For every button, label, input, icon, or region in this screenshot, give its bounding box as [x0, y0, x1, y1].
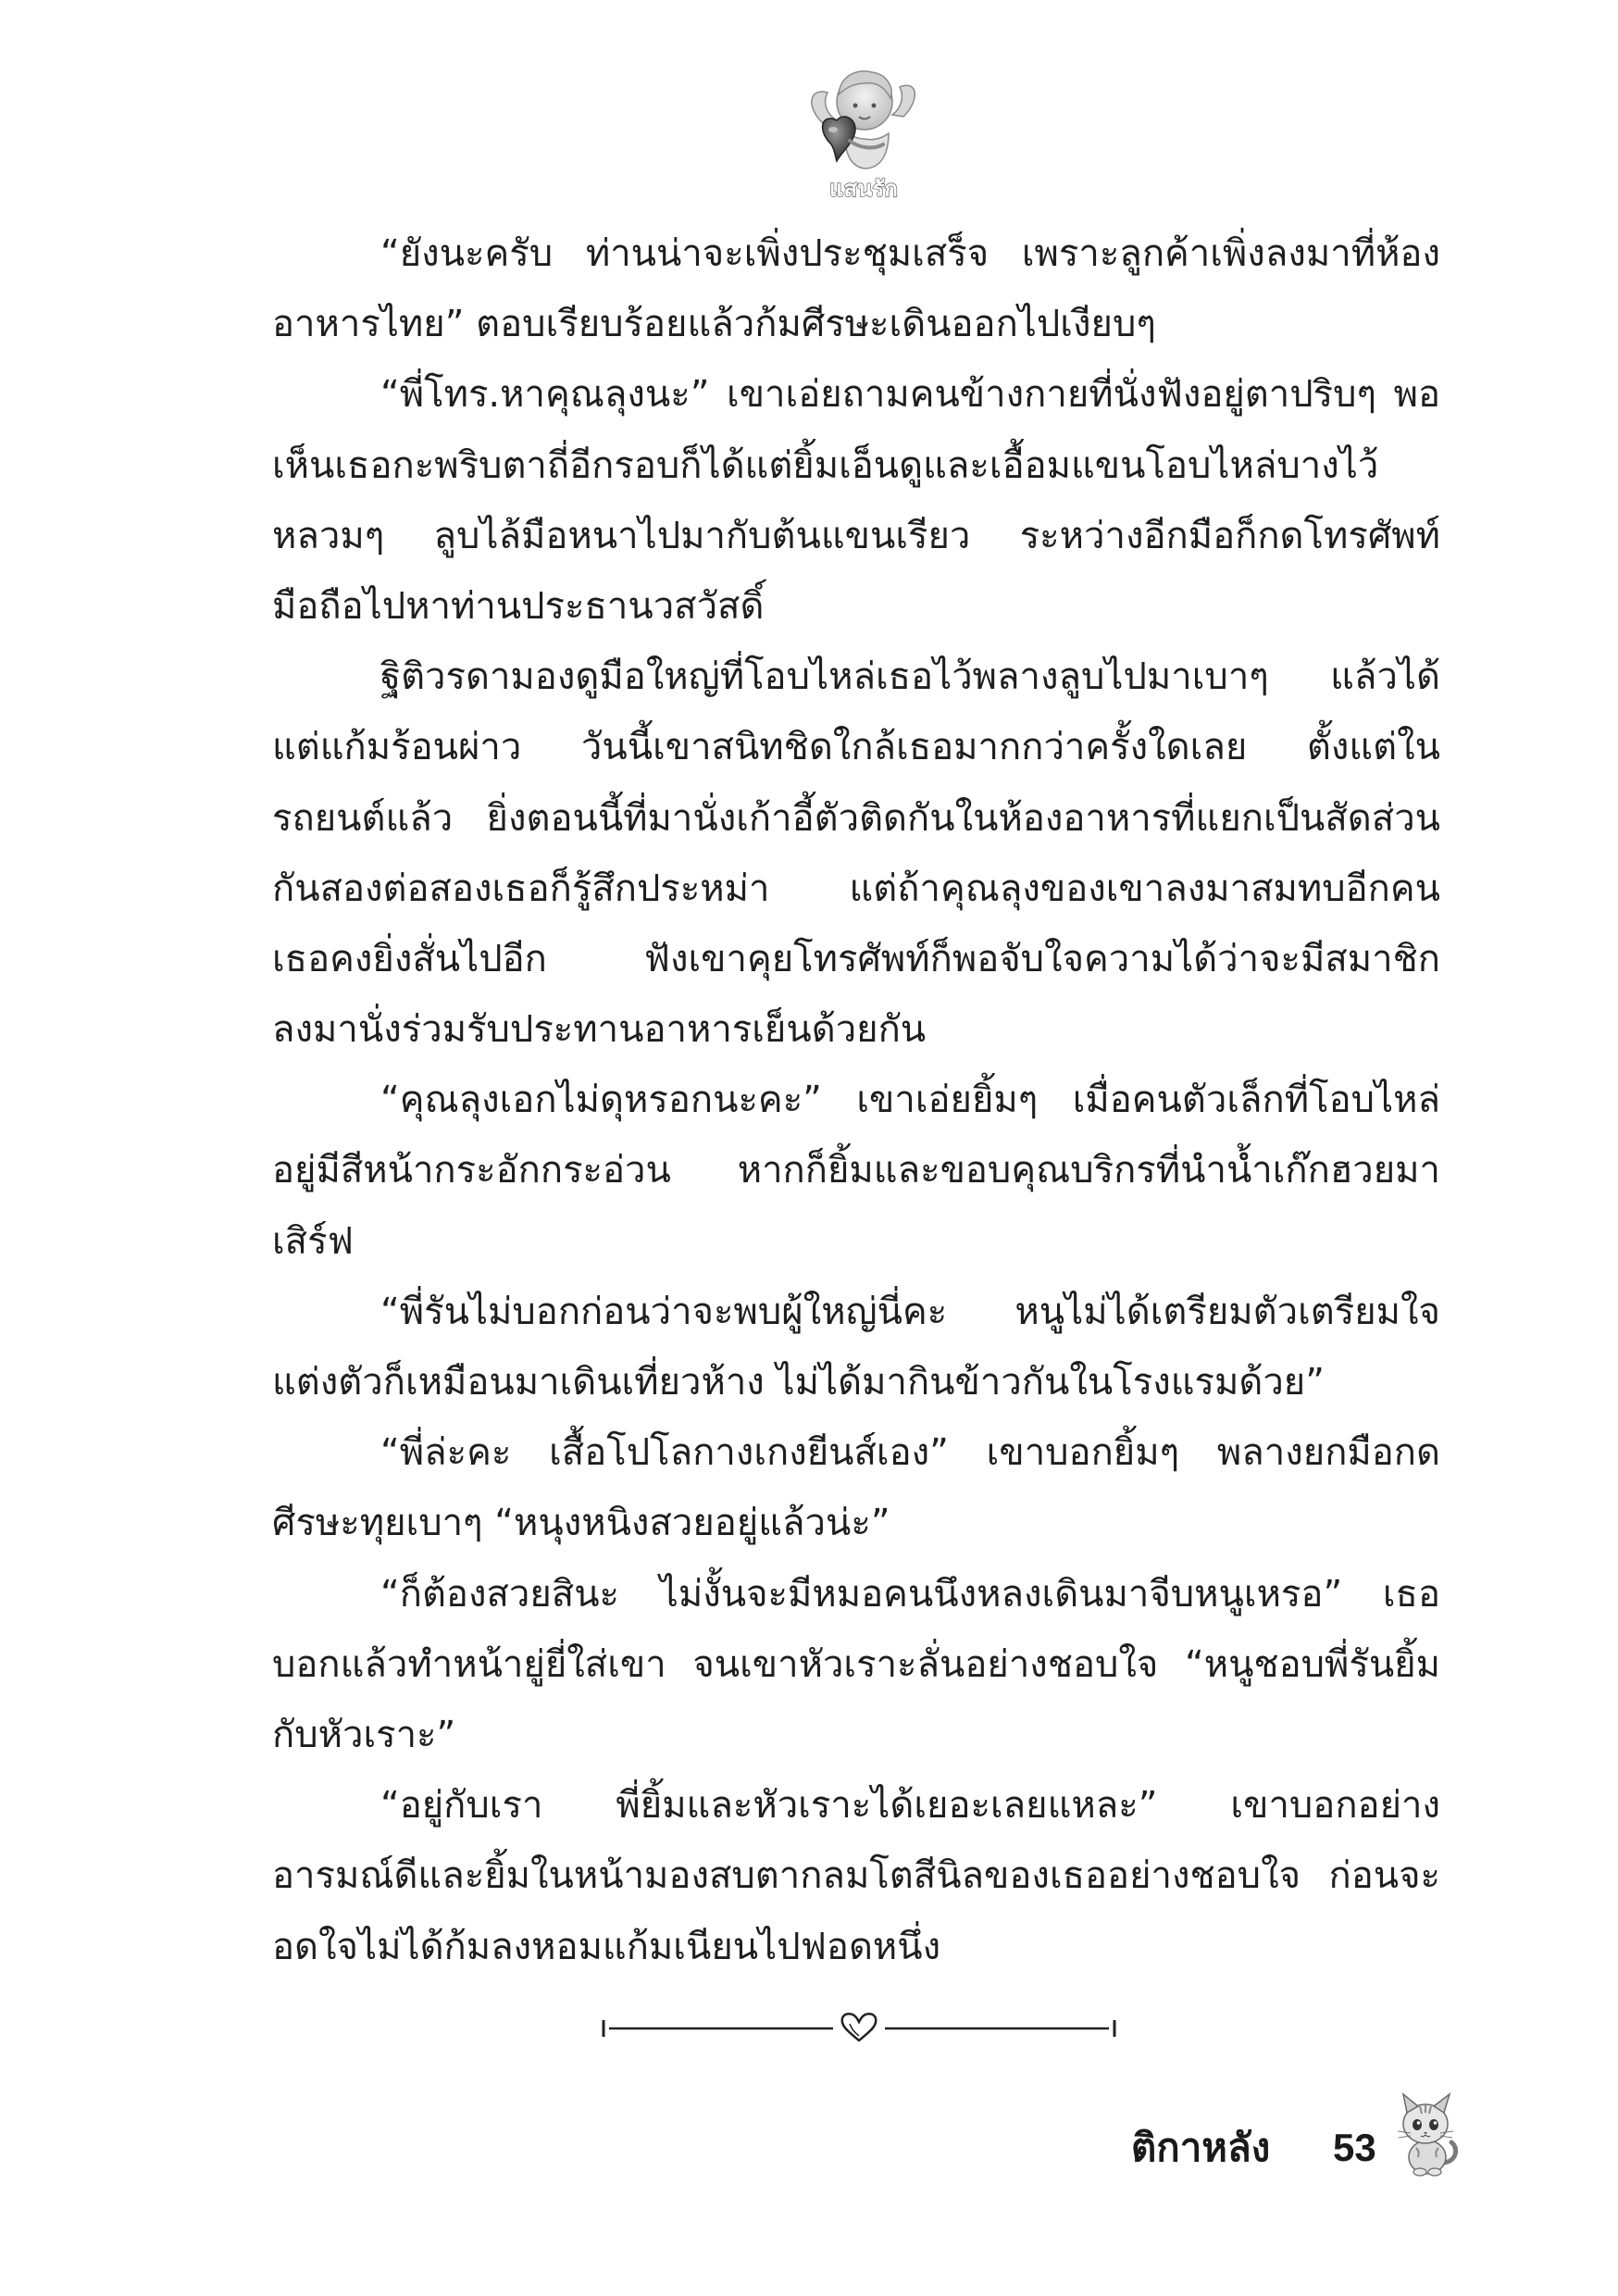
text-line: รถยนต์แล้ว ยิ่งตอนนี้ที่มานั่งเก้าอี้ตัวติดกันในห้องอาหารที่แยกเป็นสัดส่วน — [272, 796, 1440, 840]
section-divider — [600, 2005, 1118, 2052]
text-line: “พี่รันไม่บอกก่อนว่าจะพบผู้ใหญ่นี่คะ หนูไม่ได้เตรียมตัวเตรียมใจ — [380, 1290, 1440, 1333]
logo-text: แสนรัก — [829, 176, 898, 202]
body-text — [272, 218, 1440, 1982]
text-line: เธอคงยิ่งสั่นไปอีก ฟังเขาคุยโทรศัพท์ก็พอจับใจความได้ว่าจะมีสมาชิก — [272, 937, 1440, 980]
text-line: อาหารไทย” ตอบเรียบร้อยแล้วก้มศีรษะเดินออกไปเงียบๆ — [272, 303, 1156, 346]
text-line: เสิร์ฟ — [272, 1219, 354, 1263]
text-line: หลวมๆ ลูบไล้มือหนาไปมากับต้นแขนเรียว ระหว่างอีกมือก็กดโทรศัพท์ — [272, 514, 1440, 557]
text-line: มือถือไปหาท่านประธานวสวัสดิ์ — [272, 584, 765, 628]
text-line: ศีรษะทุยเบาๆ “หนุงหนิงสวยอยู่แล้วน่ะ” — [272, 1502, 890, 1545]
text-line: “ก็ต้องสวยสินะ ไม่งั้นจะมีหมอคนนึงหลงเดินมาจีบหนูเหรอ” เธอ — [380, 1572, 1440, 1616]
text-line: กันสองต่อสองเธอก็รู้สึกประหม่า แต่ถ้าคุณลุงของเขาลงมาสมทบอีกคน — [272, 867, 1440, 910]
text-line: ลงมานั่งร่วมรับประทานอาหารเย็นด้วยกัน — [272, 1008, 927, 1052]
kitten-mascot-icon — [1392, 2090, 1461, 2177]
heart-ornament-icon — [842, 2014, 877, 2040]
text-line: “คุณลุงเอกไม่ดุหรอกนะคะ” เขาเอ่ยยิ้มๆ เมื่อคนตัวเล็กที่โอบไหล่ — [380, 1079, 1440, 1122]
text-line: กับหัวเราะ” — [272, 1713, 456, 1756]
book-title: ติกาหลัง — [1131, 2125, 1271, 2170]
text-line: แต่งตัวก็เหมือนมาเดินเที่ยวห้าง ไม่ได้มากินข้าวกันในโรงแรมด้วย” — [272, 1361, 1325, 1404]
text-line: บอกแล้วทำหน้ายู่ยี่ใส่เขา จนเขาหัวเราะลั่นอย่างชอบใจ “หนูชอบพี่รันยิ้ม — [272, 1642, 1440, 1686]
text-line: “อยู่กับเรา พี่ยิ้มและหัวเราะได้เยอะเลยแหละ” เขาบอกอย่าง — [380, 1784, 1440, 1828]
text-line: “พี่โทร.หาคุณลุงนะ” เขาเอ่ยถามคนข้างกายที่นั่งฟังอยู่ตาปริบๆ พอ — [380, 373, 1440, 417]
text-line: ฐิติวรดามองดูมือใหญ่ที่โอบไหล่เธอไว้พลางลูบไปมาเบาๆ แล้วได้ — [380, 655, 1440, 699]
page-number: 53 — [1333, 2126, 1376, 2169]
text-line: เห็นเธอกะพริบตาถี่อีกรอบก็ได้แต่ยิ้มเอ็นดูและเอื้อมแขนโอบไหล่บางไว้ — [272, 443, 1379, 487]
text-line: อารมณ์ดีและยิ้มในหน้ามองสบตากลมโตสีนิลของเธออย่างชอบใจ ก่อนจะ — [272, 1854, 1440, 1898]
text-line: อยู่มีสีหน้ากระอักกระอ่วน หากก็ยิ้มและขอบคุณบริกรที่นำน้ำเก๊กฮวยมา — [272, 1149, 1440, 1192]
text-line: แต่แก้มร้อนผ่าว วันนี้เขาสนิทชิดใกล้เธอมากกว่าครั้งใดเลย ตั้งแต่ใน — [272, 726, 1440, 769]
text-line: “ยังนะครับ ท่านน่าจะเพิ่งประชุมเสร็จ เพราะลูกค้าเพิ่งลงมาที่ห้อง — [380, 232, 1440, 275]
cupid-angel-logo-icon — [803, 59, 924, 207]
text-line: “พี่ล่ะคะ เสื้อโปโลกางเกงยีนส์เอง” เขาบอกยิ้มๆ พลางยกมือกด — [380, 1431, 1440, 1475]
text-line: อดใจไม่ได้ก้มลงหอมแก้มเนียนไปฟอดหนึ่ง — [272, 1925, 941, 1968]
